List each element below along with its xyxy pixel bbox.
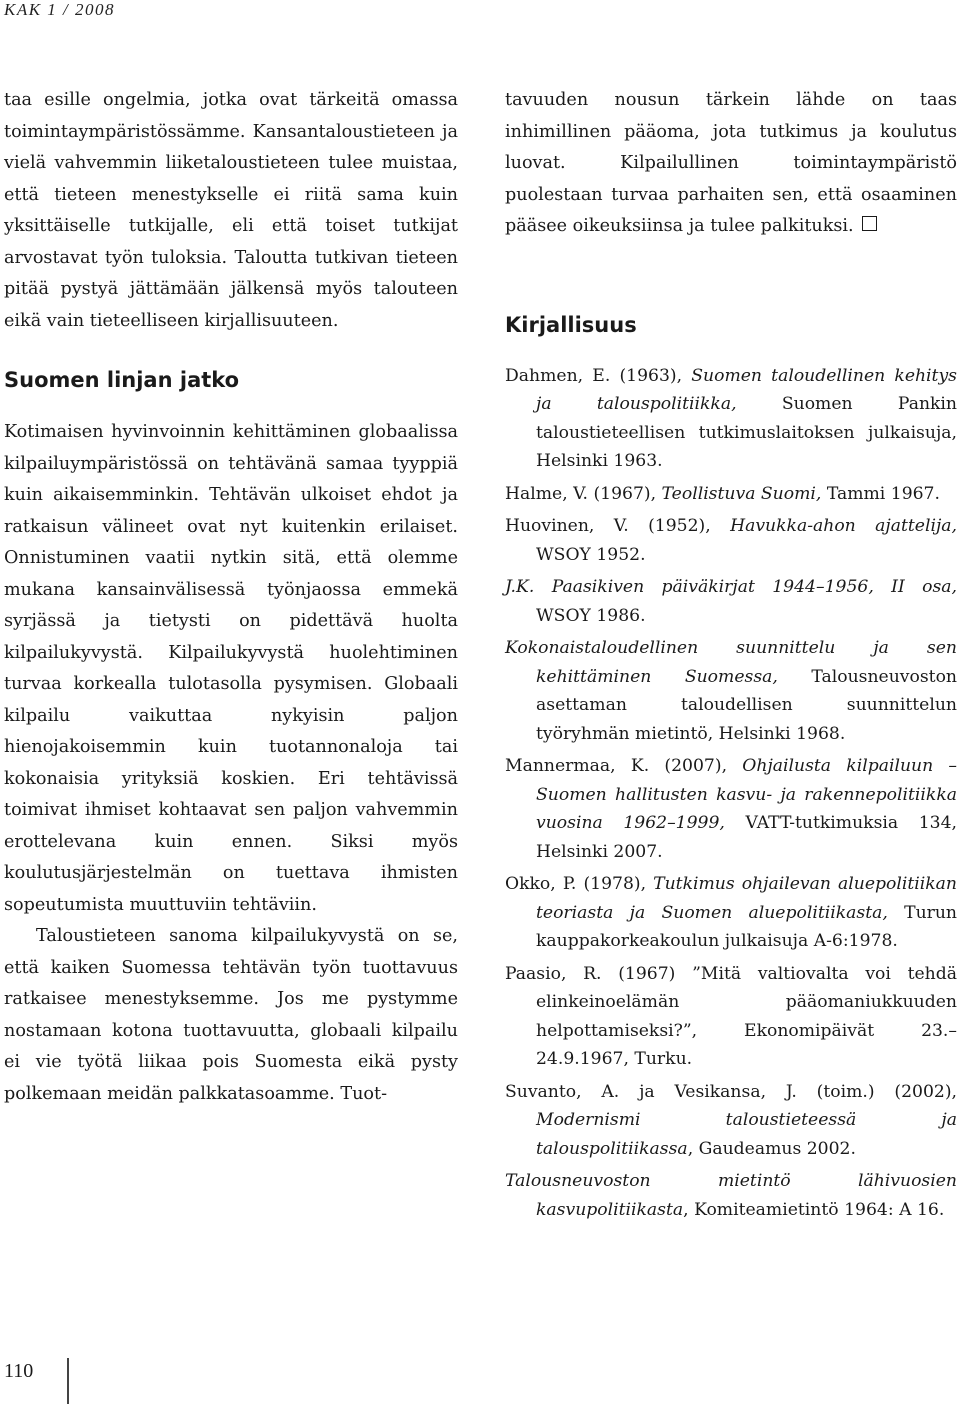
ref-text: , Komiteamietintö 1964: A 16.: [683, 1199, 945, 1220]
reference-item: [505, 512, 957, 569]
reference-item: [505, 573, 957, 630]
page-number: 110: [4, 1360, 34, 1382]
ref-text: Turun kauppakorkeakoulun julkaisuja A-6:1978.: [536, 902, 957, 951]
ref-title: Ohjailusta kilpailuun – Suomen hallitusten kasvu- ja rakennepolitiikka vuosina 1962–1999,: [536, 756, 957, 833]
ref-text: , Gaudeamus 2002.: [687, 1138, 856, 1159]
paragraph-end: [505, 85, 957, 243]
reference-item: [505, 362, 957, 476]
ref-title: J.K. Paasikiven päiväkirjat 1944–1956, II osa,: [505, 577, 957, 597]
ref-text: Okko, P. (1978),: [505, 874, 654, 894]
reference-item: [505, 1078, 957, 1164]
journal-header: KAK 1 / 2008: [4, 0, 116, 19]
ref-text: Huovinen, V. (1952),: [505, 516, 731, 536]
ref-title: Talousneuvoston mietintö lähivuosien kasvupolitiikasta: [505, 1171, 957, 1220]
paragraph: Taloustieteen sanoma kilpailukyvystä on se, että kaiken Suomessa tehtävän työn tuottavuus ratkaisee menestyksemme. Jos me pystymme nostamaan kotona tuottavuutta, globaali kilpailu ei vie työtä liikaa pois Suomesta eikä pysty polkemaan meidän palkkatasoamme. Tuot-: [4, 926, 458, 1104]
paragraph: taa esille ongelmia, jotka ovat tärkeitä omassa toimintaympäristössämme. Kansantaloustieteen ja vielä vahvemmin liiketaloustieteen tulee muistaa, että tieteen menestykselle ei riitä sama kuin yksittäiselle tutkijalle, eli että toiset tutkijat arvostavat työn tuloksia. Taloutta tutkivan tieteen pitää pystyä jättämään jälkensä myös talouteen eikä vain tieteelliseen kirjallisuuteen.: [4, 90, 458, 331]
ref-title: Suomen taloudellinen kehitys ja talouspolitiikka,: [536, 365, 957, 414]
paragraph-text: tavuuden nousun tärkein lähde on taas inhimillinen pääoma, jota tutkimus ja koulutus luovat. Kilpailullinen toimintaympäristö puolestaan turvaa parhaiten sen, että osaaminen pääsee oikeuksiinsa ja tulee palkituksi.: [505, 90, 957, 236]
ref-text: VATT-tutkimuksia 134, Helsinki 2007.: [536, 813, 957, 862]
reference-item: [505, 480, 957, 509]
reference-item: [505, 960, 957, 1074]
references-heading: Kirjallisuus: [505, 312, 637, 337]
paragraph: Kotimaisen hyvinvoinnin kehittäminen globaalissa kilpailuympäristössä on tehtävänä samaa tyyppiä kuin aikaisemminkin. Tehtävän ulkoiset ehdot ja ratkaisun välineet ovat nyt kuitenkin erilaiset. Onnistuminen vaatii nytkin sitä, että olemme mukana kansainvälisessä työnjaossa emmekä syrjässä ja tietysti on pidettävä huolta kilpailukyvystä. Kilpailukyvystä huolehtiminen turvaa korkealla tulotasolla pysymisen. Globaali kilpailu vaikuttaa nykyisin paljon hienojakoisemmin kuin tuotannonaloja tai kokonaisia yrityksiä koskien. Eri tehtävissä toimivat ihmiset kohtaavat sen paljon vahvemmin erottelevana kuin ennen. Siksi myös koulutusjärjestelmän on tuettava ihmisten sopeutumista muuttuviin tehtäviin.: [4, 422, 458, 915]
ref-title: Teollistuva Suomi,: [661, 483, 822, 504]
ref-text: Paasio, R. (1967) ”Mitä valtiovalta voi tehdä elinkeinoelämän pääomaniukkuuden helpottamiseksi?”, Ekonomipäivät 23.–24.9.1967, Turku.: [505, 963, 957, 1069]
reference-item: [505, 634, 957, 748]
ref-text: Mannermaa, K. (2007),: [505, 756, 743, 776]
footer-divider: [67, 1358, 69, 1404]
reference-item: [505, 752, 957, 866]
end-of-article-icon: [862, 216, 877, 231]
ref-title: Modernismi taloustieteessä ja talouspolitiikassa: [536, 1110, 957, 1159]
ref-text: Tammi 1967.: [821, 483, 940, 504]
ref-text: Halme, V. (1967),: [505, 483, 662, 504]
section-heading: Suomen linjan jatko: [4, 368, 240, 392]
ref-title: Kokonaistaloudellinen suunnittelu ja sen kehittäminen Suomessa,: [505, 638, 957, 687]
right-column: [505, 85, 957, 1228]
ref-text: WSOY 1952.: [536, 544, 646, 565]
reference-list: [505, 362, 957, 1225]
ref-text: Suvanto, A. ja Vesikansa, J. (toim.) (2002),: [505, 1081, 957, 1102]
ref-text: Dahmen, E. (1963),: [505, 365, 692, 386]
reference-item: [505, 1167, 957, 1224]
ref-text: Suomen Pankin taloustieteellisen tutkimuslaitoksen julkaisuja, Helsinki 1963.: [536, 394, 957, 471]
ref-text: WSOY 1986.: [536, 605, 646, 626]
left-column: [4, 85, 458, 1110]
ref-title: Havukka-ahon ajattelija,: [730, 516, 957, 536]
ref-text: Talousneuvoston asettaman taloudellisen suunnittelun työryhmän mietintö, Helsinki 1968.: [536, 666, 958, 744]
reference-item: [505, 870, 957, 956]
ref-title: Tutkimus ohjailevan aluepolitiikan teoriasta ja Suomen aluepolitiikasta,: [536, 874, 957, 923]
